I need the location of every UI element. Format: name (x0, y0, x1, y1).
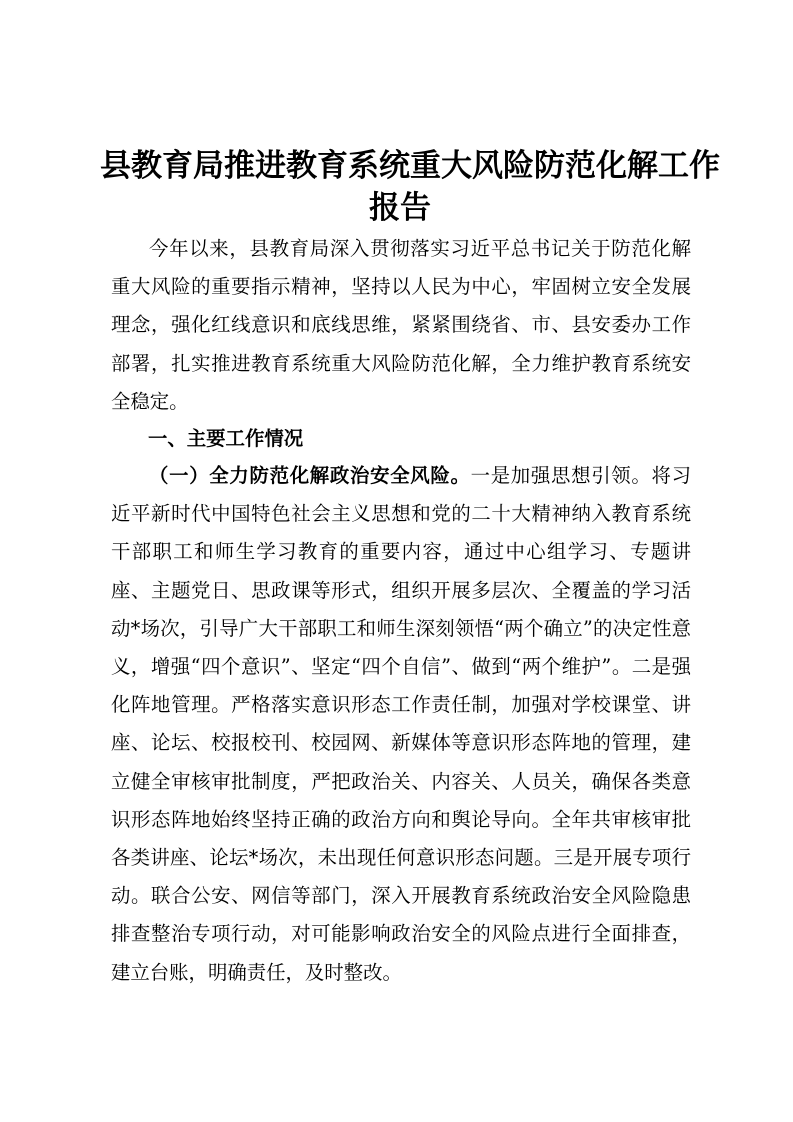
subsection-heading: （一）全力防范化解政治安全风险。 (149, 464, 471, 487)
section-heading-main-work: 一、主要工作情况 (148, 427, 304, 450)
intro-paragraph: 今年以来，县教育局深入贯彻落实习近平总书记关于防范化解重大风险的重要指示精神，坚持以人民为中心，牢固树立安全发展理念，强化红线意识和底线思维，紧紧围绕省、市、县安委办工作部署，扎实推进教育系统重大风险防范化解，全力维护教育系统安全稳定。 (111, 237, 691, 413)
document-title-line-1: 县教育局推进教育系统重大风险防范化解工作 (100, 148, 720, 184)
subsection-political-security (111, 457, 691, 992)
subsection-body: 一是加强思想引领。将习近平新时代中国特色社会主义思想和党的二十大精神纳入教育系统干部职工和师生学习教育的重要内容，通过中心组学习、专题讲座、主题党日、思政课等形式，组织开展多层次、全覆盖的学习活动*场次，引导广大干部职工和师生深刻领悟“两个确立”的决定性意义，增强“四个意识”、坚定“四个自信”、做到“两个维护”。二是强化阵地管理。严格落实意识形态工作责任制，加强对学校课堂、讲座、论坛、校报校刊、校园网、新媒体等意识形态阵地的管理，建立健全审核审批制度，严把政治关、内容关、人员关，确保各类意识形态阵地始终坚持正确的政治方向和舆论导向。全年共审核审批各类讲座、论坛*场次，未出现任何意识形态问题。三是开展专项行动。联合公安、网信等部门，深入开展教育系统政治安全风险隐患排查整治专项行动，对可能影响政治安全的风险点进行全面排查，建立台账，明确责任，及时整改。 (111, 464, 692, 984)
document-title-line-2: 报告 (369, 190, 431, 226)
